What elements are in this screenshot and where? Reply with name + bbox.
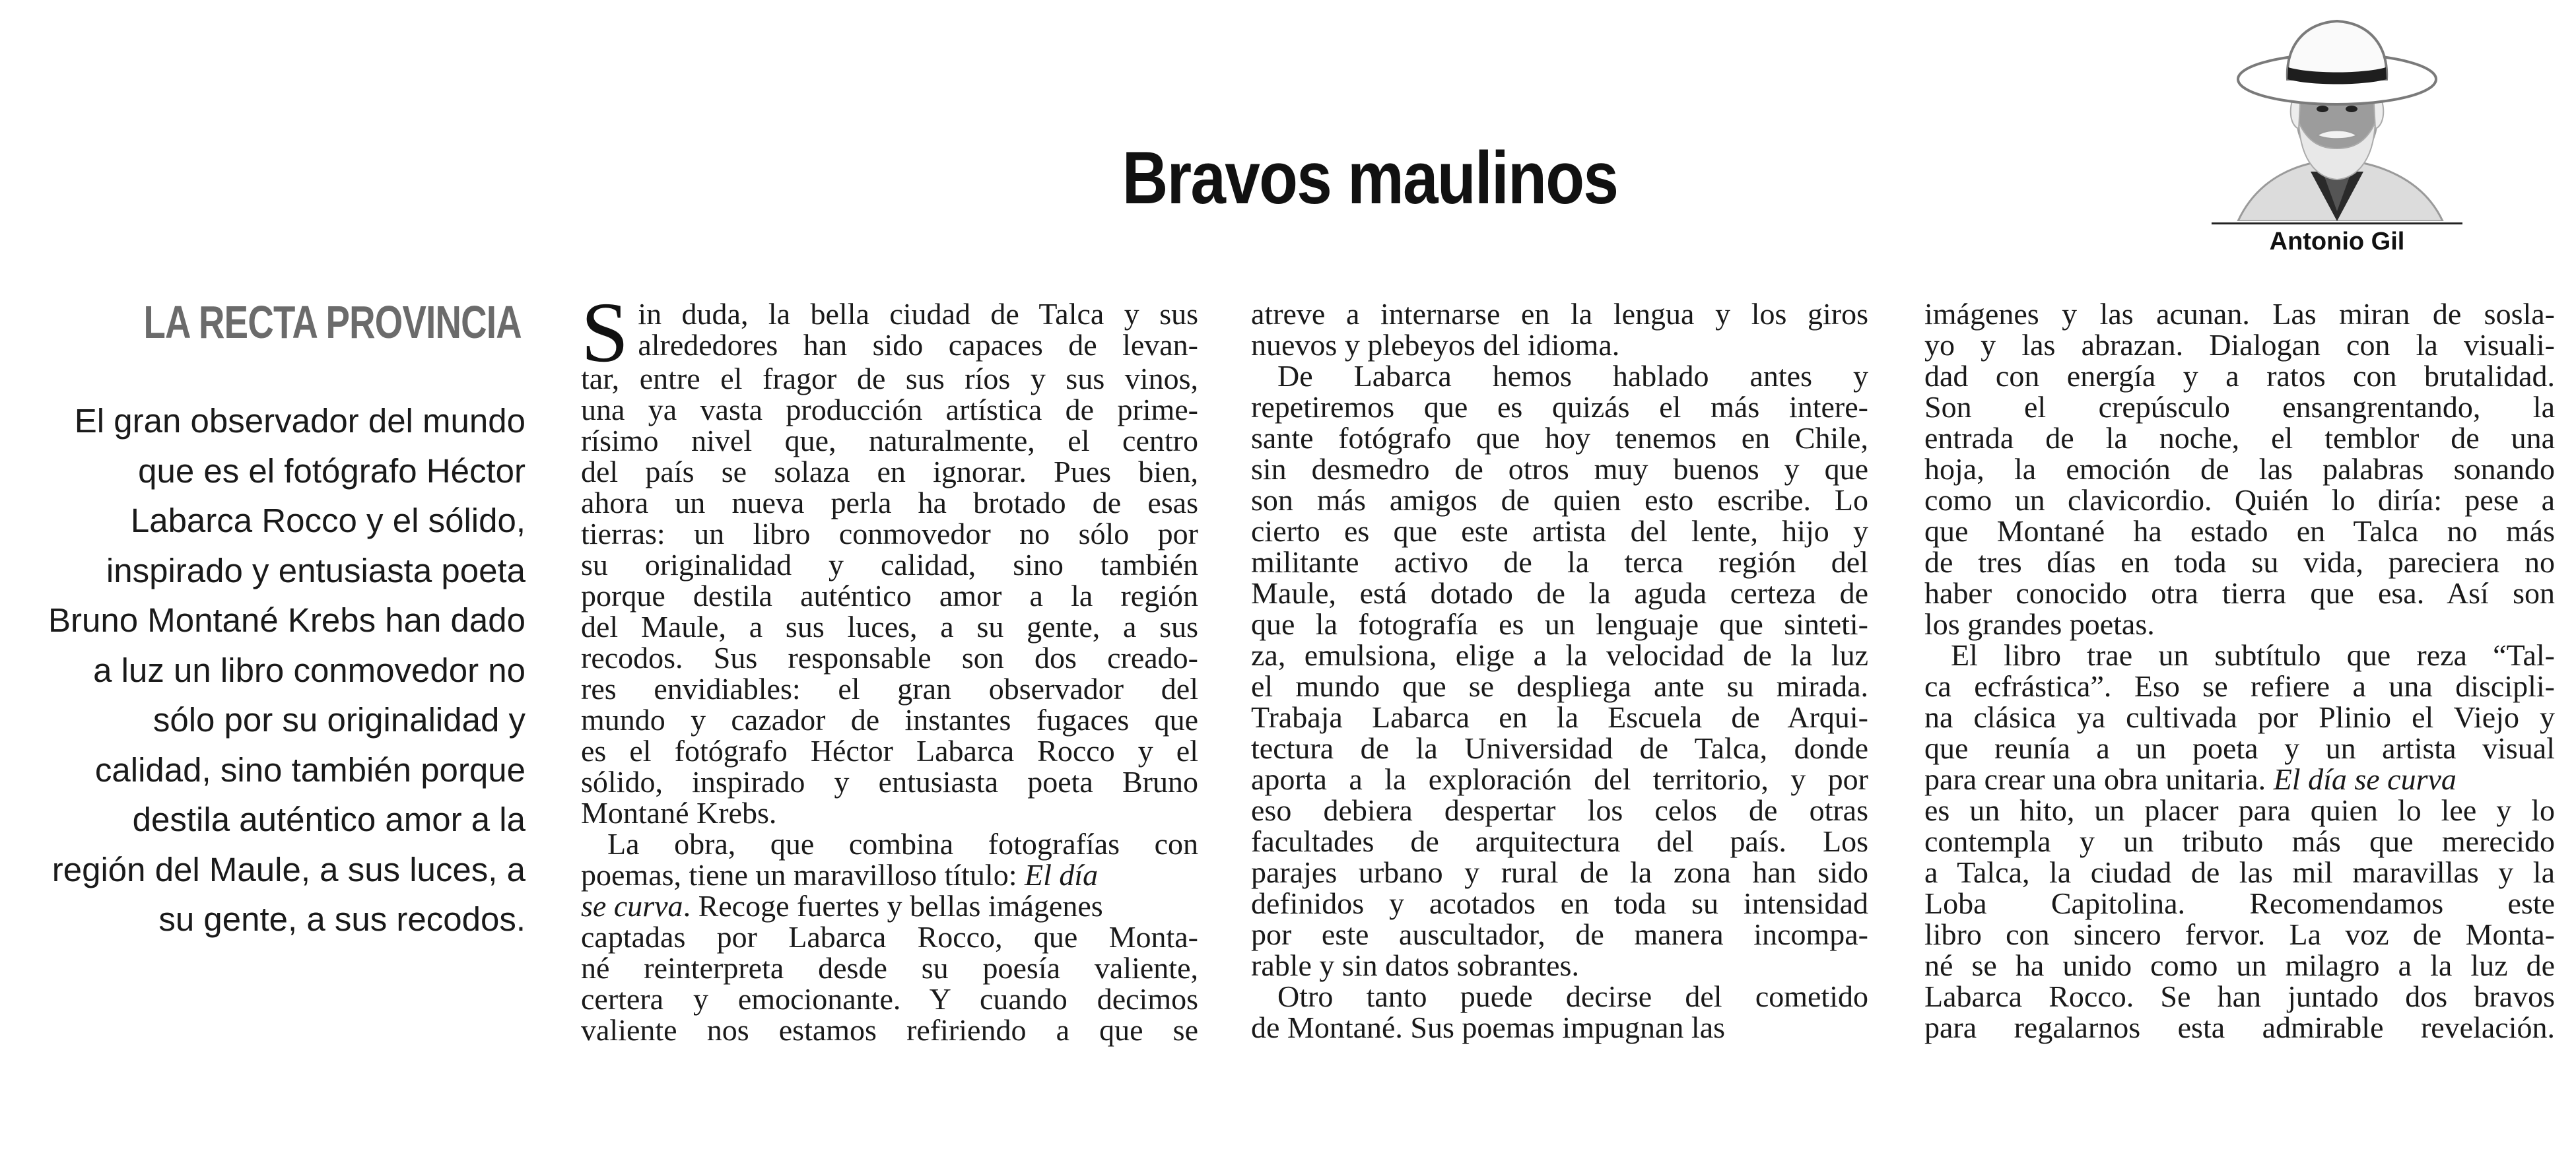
body-line: los grandes poetas. <box>1924 607 2155 641</box>
body-line: El libro trae un subtítulo que reza “Tal- <box>1951 638 2555 672</box>
body-line: alrededores han sido capaces de levan- <box>638 328 1198 362</box>
body-column-2 <box>1251 298 1868 1043</box>
body-line: una ya vasta producción artística de prime- <box>581 393 1198 426</box>
pullquote-line: destila auténtico amor a la <box>132 801 525 838</box>
body-line: militante activo de la terca región del <box>1251 545 1868 579</box>
body-line: sin desmedro de otros muy buenos y que <box>1251 452 1868 486</box>
body-line: recodos. Sus responsable son dos creado- <box>581 641 1198 675</box>
body-line: na clásica ya cultivada por Plinio el Viejo y <box>1924 700 2555 734</box>
body-line: a Talca, la ciudad de las mil maravillas y la <box>1924 855 2555 889</box>
body-line: certera y emocionante. Y cuando decimos <box>581 982 1198 1016</box>
body-line: captadas por Labarca Rocco, que Monta- <box>581 920 1198 954</box>
body-line: yo y las abrazan. Dialogan con la visuali- <box>1924 328 2555 362</box>
body-line: definidos y acotados en toda su intensidad <box>1251 886 1868 920</box>
body-line: né se ha unido como un milagro a la luz de <box>1924 948 2555 982</box>
body-line: tectura de la Universidad de Talca, donde <box>1251 731 1868 765</box>
pullquote-line: Labarca Rocco y el sólido, <box>130 502 525 539</box>
section-label-text: LA RECTA PROVINCIA <box>143 296 522 348</box>
body-line: De Labarca hemos hablado antes y <box>1277 359 1868 393</box>
body-line: porque destila auténtico amor a la región <box>581 579 1198 613</box>
body-text: poemas, tiene un maravilloso título: <box>581 858 1017 892</box>
pullquote-line: su gente, a sus recodos. <box>158 900 525 938</box>
body-line <box>581 890 1198 921</box>
body-line: su originalidad y calidad, sino también <box>581 548 1198 582</box>
body-line: cierto es que este artista del lente, hijo y <box>1251 514 1868 548</box>
body-line: za, emulsiona, elige a la velocidad de la luz <box>1251 638 1868 672</box>
body-line: es el fotógrafo Héctor Labarca Rocco y el <box>581 734 1198 768</box>
body-line: que reunía a un poeta y un artista visual <box>1924 731 2555 765</box>
author-name: Antonio Gil <box>2269 228 2405 255</box>
body-line: Trabaja Labarca en la Escuela de Arqui- <box>1251 700 1868 734</box>
author-photo <box>2212 13 2462 221</box>
body-line: el mundo que se despliega ante su mirada. <box>1251 669 1868 703</box>
body-line: como un clavicordio. Quién lo diría: pese a <box>1924 483 2555 517</box>
body-line: mundo y cazador de instantes fugaces que <box>581 703 1198 737</box>
article-title: Bravos maulinos <box>1122 137 1618 219</box>
body-line: por este auscultador, de manera incompa- <box>1251 917 1868 951</box>
body-line: entrada de la noche, el temblor de una <box>1924 421 2555 455</box>
body-line: imágenes y las acunan. Las miran de sosla- <box>1924 297 2555 331</box>
drop-cap: S <box>581 285 629 380</box>
body-line: res envidiables: el gran observador del <box>581 672 1198 706</box>
pullquote-line: región del Maule, a sus luces, a <box>51 850 525 888</box>
body-line: Montané Krebs. <box>581 796 777 830</box>
body-line: sante fotógrafo que hoy tenemos en Chile, <box>1251 421 1868 455</box>
body-line: de Montané. Sus poemas impugnan las <box>1251 1011 1726 1044</box>
body-line: del país se solaza en ignorar. Pues bien, <box>581 455 1198 488</box>
body-line: La obra, que combina fotografías con <box>607 827 1198 861</box>
book-title-italic: El día <box>1025 858 1099 892</box>
body-line: in duda, la bella ciudad de Talca y sus <box>638 297 1198 331</box>
body-text: para crear una obra unitaria. <box>1924 762 2266 796</box>
body-line: rísimo nivel que, naturalmente, el centro <box>581 424 1198 457</box>
pull-quote <box>20 396 525 945</box>
body-line: que la fotografía es un lenguaje que sinteti- <box>1251 607 1868 641</box>
pullquote-line: Bruno Montané Krebs han dado <box>48 601 525 639</box>
pullquote-line: calidad, sino también porque <box>94 750 525 789</box>
body-line: parajes urbano y rural de la zona han sido <box>1251 855 1868 889</box>
body-line: Son el crepúsculo ensangrentando, la <box>1924 390 2555 424</box>
body-line: tar, entre el fragor de sus ríos y sus vinos, <box>581 362 1198 395</box>
book-title-italic: se curva <box>581 889 683 923</box>
body-line: que Montané ha estado en Talca no más <box>1924 514 2555 548</box>
book-title-italic: El día se curva <box>2273 762 2457 796</box>
pullquote-line: El gran observador del mundo <box>74 402 525 440</box>
body-line: valiente nos estamos refiriendo a que se <box>581 1013 1198 1047</box>
body-line: repetiremos que es quizás el más intere- <box>1251 390 1868 424</box>
body-line: né reinterpreta desde su poesía valiente, <box>581 951 1198 985</box>
body-line: eso debiera despertar los celos de otras <box>1251 793 1868 827</box>
body-line: ahora un nueva perla ha brotado de esas <box>581 486 1198 519</box>
pullquote-line: sólo por su originalidad y <box>153 701 525 739</box>
body-line: de tres días en toda su vida, pareciera no <box>1924 545 2555 579</box>
pullquote-line: a luz un libro conmovedor no <box>93 651 525 689</box>
body-line: hoja, la emoción de las palabras sonando <box>1924 452 2555 486</box>
author-byline <box>2198 13 2476 257</box>
body-line: libro con sincero fervor. La voz de Monta- <box>1924 917 2555 951</box>
body-line <box>581 859 1198 890</box>
body-line: Loba Capitolina. Recomendamos este <box>1924 886 2555 920</box>
body-column-3 <box>1924 298 2555 1043</box>
body-line: son más amigos de quien esto escribe. Lo <box>1251 483 1868 517</box>
body-line: Otro tanto puede decirse del cometido <box>1277 980 1868 1013</box>
section-label <box>26 296 522 349</box>
body-line: es un hito, un placer para quien lo lee y lo <box>1924 793 2555 827</box>
body-line: dad con energía y a ratos con brutalidad. <box>1924 359 2555 393</box>
pullquote-line: inspirado y entusiasta poeta <box>106 551 525 589</box>
byline-rule <box>2212 222 2462 224</box>
body-text: . Recoge fuertes y bellas imágenes <box>683 889 1103 923</box>
body-line: rable y sin datos sobrantes. <box>1251 948 1579 982</box>
body-line: del Maule, a sus luces, a su gente, a sus <box>581 610 1198 644</box>
body-line: tierras: un libro conmovedor no sólo por <box>581 517 1198 550</box>
body-line: Maule, está dotado de la aguda certeza de <box>1251 576 1868 610</box>
body-line: para regalarnos esta admirable revelación. <box>1924 1011 2555 1044</box>
body-line <box>1924 764 2555 795</box>
body-line: sólido, inspirado y entusiasta poeta Bruno <box>581 765 1198 799</box>
body-line: haber conocido otra tierra que esa. Así son <box>1924 576 2555 610</box>
body-line: facultades de arquitectura del país. Los <box>1251 824 1868 858</box>
body-line: contempla y un tributo más que merecido <box>1924 824 2555 858</box>
body-line: aporta a la exploración del territorio, y por <box>1251 762 1868 796</box>
body-line: atreve a internarse en la lengua y los giros <box>1251 297 1868 331</box>
body-line: ca ecfrástica”. Eso se refiere a una discipli- <box>1924 669 2555 703</box>
body-column-1 <box>581 285 1198 1047</box>
pullquote-line: que es el fotógrafo Héctor <box>138 451 525 490</box>
body-line: Labarca Rocco. Se han juntado dos bravos <box>1924 980 2555 1013</box>
body-line: nuevos y plebeyos del idioma. <box>1251 328 1620 362</box>
